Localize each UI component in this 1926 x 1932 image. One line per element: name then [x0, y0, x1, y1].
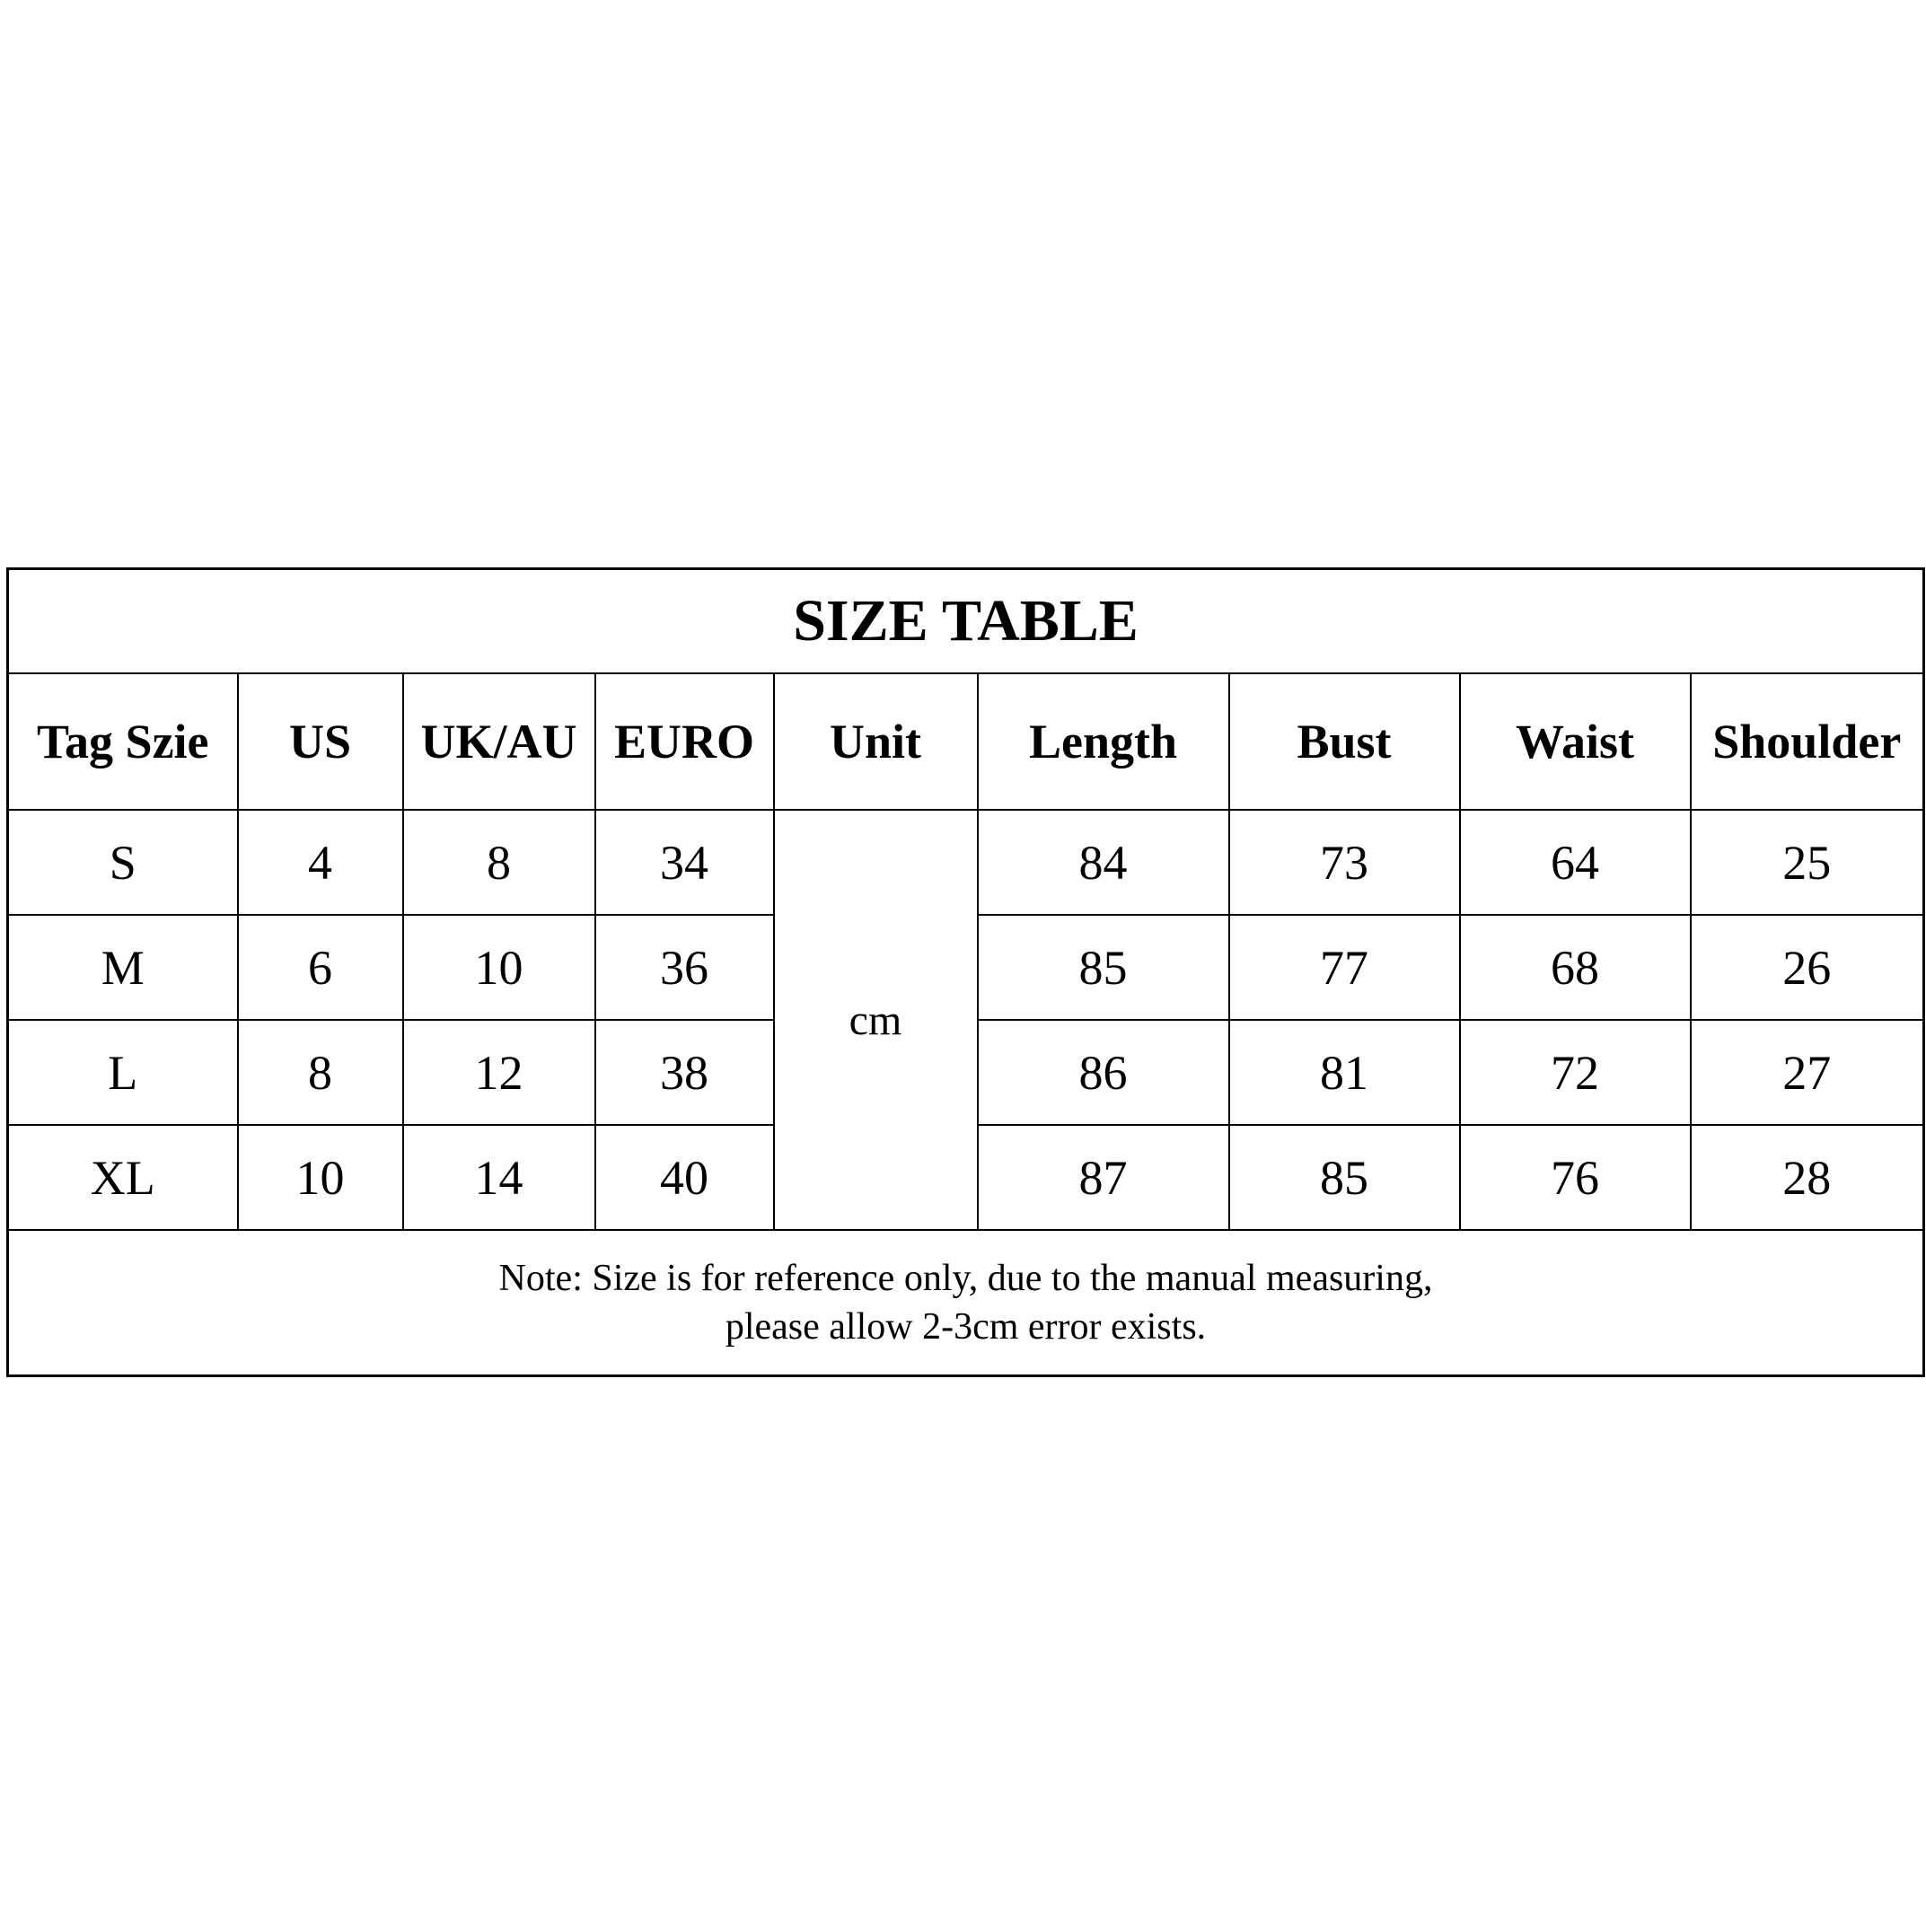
cell-unit: cm	[774, 810, 978, 1230]
cell-us: 4	[238, 810, 403, 915]
cell-tag-size: XL	[8, 1125, 238, 1230]
note-line-2: please allow 2-3cm error exists.	[725, 1306, 1207, 1348]
cell-waist: 76	[1460, 1125, 1691, 1230]
cell-us: 8	[238, 1020, 403, 1125]
title-row	[8, 569, 1924, 674]
cell-euro: 34	[595, 810, 774, 915]
cell-shoulder: 27	[1691, 1020, 1924, 1125]
cell-tag-size: M	[8, 915, 238, 1020]
cell-euro: 38	[595, 1020, 774, 1125]
header-bust: Bust	[1229, 673, 1460, 810]
cell-length: 85	[978, 915, 1229, 1020]
header-length: Length	[978, 673, 1229, 810]
cell-length: 87	[978, 1125, 1229, 1230]
cell-uk-au: 12	[403, 1020, 595, 1125]
cell-us: 10	[238, 1125, 403, 1230]
note-line-1: Note: Size is for reference only, due to the manual measuring,	[498, 1258, 1433, 1299]
cell-bust: 77	[1229, 915, 1460, 1020]
header-unit: Unit	[774, 673, 978, 810]
cell-length: 86	[978, 1020, 1229, 1125]
header-waist: Waist	[1460, 673, 1691, 810]
header-row	[8, 673, 1924, 810]
cell-euro: 36	[595, 915, 774, 1020]
header-us: US	[238, 673, 403, 810]
cell-tag-size: L	[8, 1020, 238, 1125]
cell-shoulder: 26	[1691, 915, 1924, 1020]
cell-us: 6	[238, 915, 403, 1020]
header-euro: EURO	[595, 673, 774, 810]
table-row	[8, 810, 1924, 915]
cell-waist: 68	[1460, 915, 1691, 1020]
cell-shoulder: 25	[1691, 810, 1924, 915]
cell-tag-size: S	[8, 810, 238, 915]
cell-waist: 64	[1460, 810, 1691, 915]
cell-euro: 40	[595, 1125, 774, 1230]
table-title: SIZE TABLE	[8, 569, 1924, 674]
cell-uk-au: 8	[403, 810, 595, 915]
cell-uk-au: 14	[403, 1125, 595, 1230]
header-tag-size: Tag Szie	[8, 673, 238, 810]
header-shoulder: Shoulder	[1691, 673, 1924, 810]
cell-bust: 81	[1229, 1020, 1460, 1125]
note	[8, 1230, 1924, 1376]
header-uk-au: UK/AU	[403, 673, 595, 810]
cell-bust: 73	[1229, 810, 1460, 915]
cell-waist: 72	[1460, 1020, 1691, 1125]
cell-uk-au: 10	[403, 915, 595, 1020]
cell-length: 84	[978, 810, 1229, 915]
cell-bust: 85	[1229, 1125, 1460, 1230]
cell-shoulder: 28	[1691, 1125, 1924, 1230]
size-table	[6, 567, 1925, 1377]
note-row	[8, 1230, 1924, 1376]
